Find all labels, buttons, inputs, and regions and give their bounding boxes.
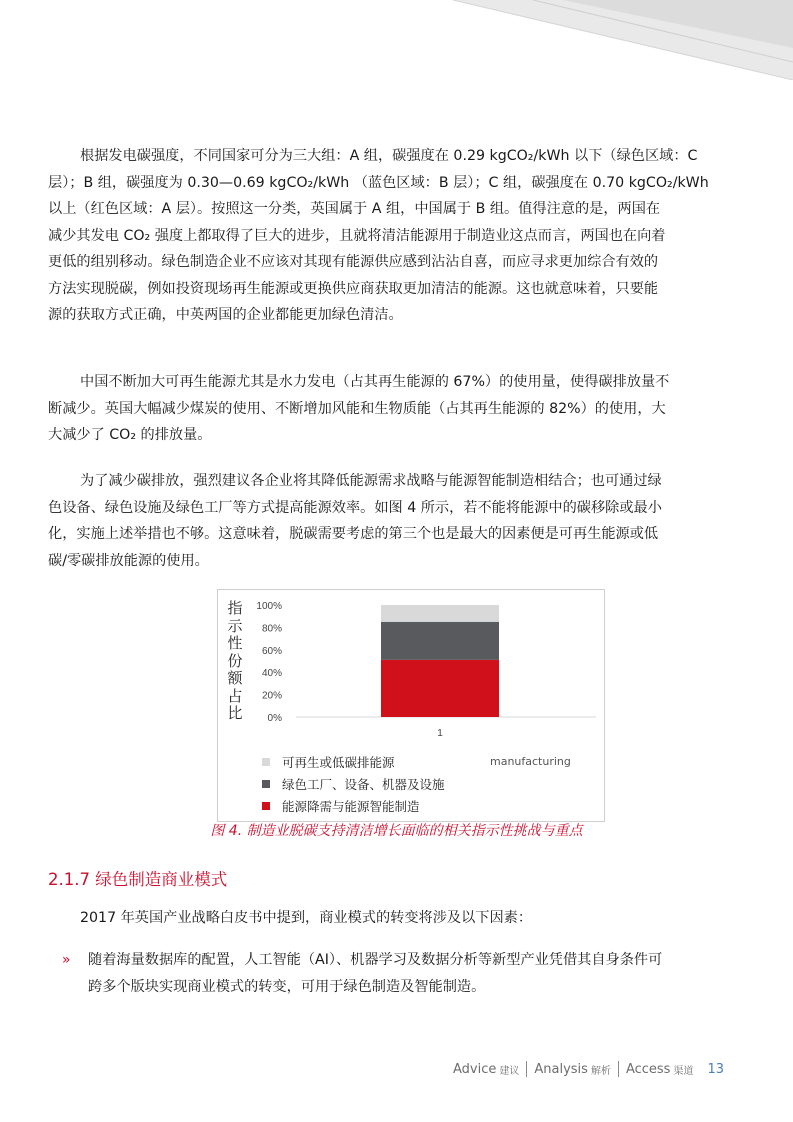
section-intro [48,905,745,932]
text-line: 更低的组别移动。绿色制造企业不应该对其现有能源供应感到沾沾自喜，而应寻求更加综合有效的 [48,254,659,270]
legend-overflow-text: manufacturing [490,755,571,768]
corner-decoration [413,0,793,80]
text-line: 中国不断加大可再生能源尤其是水力发电（占其再生能源的 67%）的使用量，使得碳排放量不 [80,374,670,390]
bullet-marker: » [62,952,71,968]
footer-access-cn: 渠道 [673,1065,694,1077]
chart-legend [262,751,445,817]
legend-item [262,795,445,817]
text-line: 减少其发电 CO₂ 强度上都取得了巨大的进步，且就将清洁能源用于制造业这点而言，两国也在向着 [48,227,666,244]
page-number: 13 [707,1061,724,1077]
chart-plot [218,590,604,745]
text-line: 碳/零碳排放能源的使用。 [48,552,209,569]
y-tick-label: 20% [261,690,282,702]
text-line: 跨多个版块实现商业模式的转变，可用于绿色制造及智能制造。 [88,978,486,995]
text-line: 以上（红色区域：A 层）。按照这一分类，英国属于 A 组，中国属于 B 组。值得注意的是，两国在 [48,201,661,217]
text-line: 源的获取方式正确，中英两国的企业都能更加绿色清洁。 [48,307,403,323]
legend-swatch [262,758,270,766]
chart-y-axis-label: 指示性份额占比 [227,599,243,722]
text-line: 为了减少碳排放，强烈建议各企业将其降低能源需求战略与能源智能制造相结合；也可通过绿 [80,473,662,489]
footer-access: Access [625,1061,671,1077]
footer-divider [526,1061,527,1077]
text-line: 断减少。英国大幅减少煤炭的使用、不断增加风能和生物质能（占其再生能源的 82%）的使用，大 [48,400,666,417]
footer-analysis-cn: 解析 [590,1065,611,1077]
stacked-bar-chart [217,589,605,822]
legend-label: 能源降需与能源智能制造 [282,799,420,814]
legend-item [262,773,445,795]
bar-segment [381,660,499,717]
y-tick-label: 100% [256,601,282,612]
footer-analysis: Analysis [534,1061,588,1077]
y-tick-label: 0% [267,713,282,724]
paragraph-2 [48,369,745,449]
text-line: 根据发电碳强度，不同国家可分为三大组：A 组，碳强度在 0.29 kgCO₂/kWh 以下（绿色区域：C [80,148,698,164]
y-tick-label: 80% [261,623,282,635]
page-footer [453,1058,724,1080]
y-tick-label: 40% [261,668,282,680]
text-line: 色设备、绿色设施及绿色工厂等方式提高能源效率。如图 4 所示，若不能将能源中的碳移除或最小 [48,499,662,516]
text-line: 方法实现脱碳，例如投资现场再生能源或更换供应商获取更加清洁的能源。这也就意味着，只要能 [48,280,659,297]
text-line: 2017 年英国产业战略白皮书中提到，商业模式的转变将涉及以下因素： [80,910,533,926]
bar-segment [381,622,499,660]
text-line: 大减少了 CO₂ 的排放量。 [48,427,212,443]
x-tick-label: 1 [437,728,443,739]
text-line: 随着海量数据库的配置，人工智能（AI）、机器学习及数据分析等新型产业凭借其自身条件可 [88,952,663,968]
footer-advice: Advice [453,1061,497,1077]
legend-label: 绿色工厂、设备、机器及设施 [282,777,445,792]
section-heading: 2.1.7 绿色制造商业模式 [48,870,228,889]
footer-divider [618,1061,619,1077]
text-line: 层）；B 组，碳强度为 0.30—0.69 kgCO₂/kWh （蓝色区域：B 层）；C 组，碳强度在 0.70 kgCO₂/kWh [48,174,709,191]
legend-label: 可再生或低碳排能源 [282,755,395,770]
legend-swatch [262,780,270,788]
bullet-item [88,947,745,1000]
figure-caption: 图 4. 制造业脱碳支持清洁增长面临的相关指示性挑战与重点 [210,823,583,839]
legend-swatch [262,802,270,810]
footer-advice-cn: 建议 [499,1065,520,1077]
paragraph-1 [48,143,745,329]
paragraph-3 [48,468,745,574]
y-tick-label: 60% [261,645,282,657]
bar-segment [381,605,499,622]
text-line: 化，实施上述举措也不够。这意味着，脱碳需要考虑的第三个也是最大的因素便是可再生能源或低 [48,526,659,542]
legend-item [262,751,445,773]
